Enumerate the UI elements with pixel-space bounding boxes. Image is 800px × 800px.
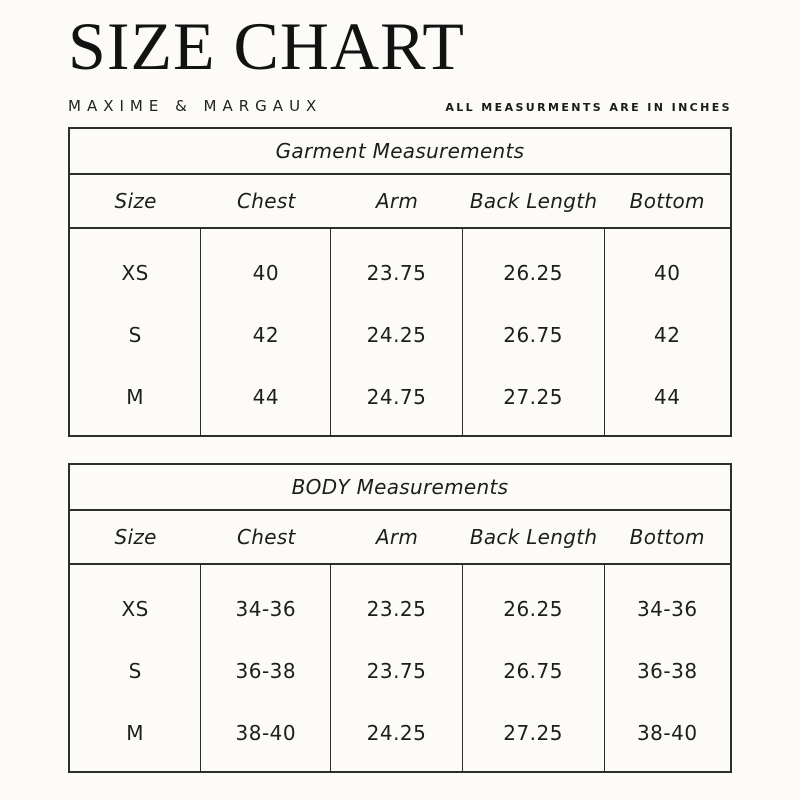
table-cell: 44 [252, 385, 280, 410]
brand-name: MAXIME & MARGAUX [68, 97, 323, 116]
table-cell: 38-40 [235, 721, 297, 746]
column-arm [331, 565, 462, 771]
page-header [68, 10, 732, 115]
table-cell: 40 [252, 261, 280, 286]
table-header-row [70, 511, 730, 565]
column-header-arm: Arm [375, 525, 419, 550]
table-cell: 26.75 [503, 323, 563, 348]
table-cell: S [128, 323, 142, 348]
column-header-back-length: Back Length [469, 525, 598, 550]
table-cell: M [126, 721, 145, 746]
table-cell: 27.25 [503, 385, 563, 410]
column-arm [331, 229, 462, 435]
table-cell: S [128, 659, 142, 684]
table-cell: 34-36 [636, 597, 698, 622]
column-bottom [605, 229, 730, 435]
column-chest [201, 229, 331, 435]
column-header-bottom: Bottom [629, 189, 705, 214]
column-header-size: Size [114, 525, 157, 550]
column-back-length [463, 229, 605, 435]
column-header-chest: Chest [236, 525, 296, 550]
table-cell: 42 [252, 323, 280, 348]
table-cell: XS [121, 261, 149, 286]
column-header-back-length: Back Length [469, 189, 598, 214]
table-cell: 27.25 [503, 721, 563, 746]
table-cell: M [126, 385, 145, 410]
table-cell: 38-40 [636, 721, 698, 746]
table-body [70, 565, 730, 771]
brand-row [68, 97, 732, 115]
table-cell: 26.25 [503, 261, 563, 286]
table-cell: 42 [654, 323, 681, 348]
column-header-bottom: Bottom [629, 525, 705, 550]
column-header-chest: Chest [236, 189, 296, 214]
table-body [70, 229, 730, 435]
table-cell: 24.75 [366, 385, 427, 410]
column-header-arm: Arm [375, 189, 419, 214]
table-cell: 26.25 [503, 597, 563, 622]
table-header-row [70, 175, 730, 229]
table-cell: 36-38 [636, 659, 698, 684]
garment-measurements-table [68, 127, 732, 437]
column-bottom [605, 565, 730, 771]
column-back-length [463, 565, 605, 771]
table-cell: 23.75 [366, 261, 427, 286]
table-cell: 23.25 [366, 597, 427, 622]
column-size [70, 565, 201, 771]
table-cell: 26.75 [503, 659, 563, 684]
column-chest [201, 565, 331, 771]
table-title: Garment Measurements [70, 129, 730, 175]
column-header-size: Size [114, 189, 157, 214]
table-cell: 44 [654, 385, 681, 410]
page-title: SIZE CHART [68, 8, 465, 84]
table-title: BODY Measurements [70, 465, 730, 511]
table-cell: 23.75 [366, 659, 427, 684]
table-cell: XS [121, 597, 149, 622]
units-note: ALL MEASURMENTS ARE IN INCHES [445, 101, 732, 115]
table-cell: 40 [654, 261, 681, 286]
table-cell: 24.25 [366, 721, 427, 746]
table-cell: 34-36 [235, 597, 297, 622]
column-size [70, 229, 201, 435]
table-cell: 24.25 [366, 323, 427, 348]
body-measurements-table [68, 463, 732, 773]
table-cell: 36-38 [235, 659, 297, 684]
